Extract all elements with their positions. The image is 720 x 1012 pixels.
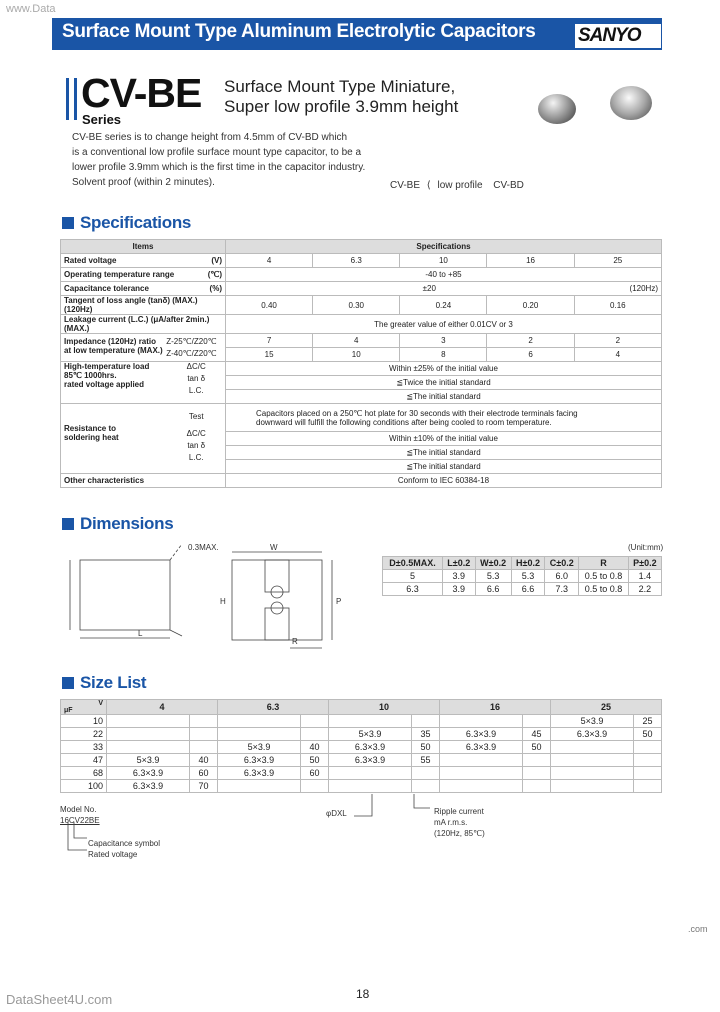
- tan-label: Tangent of loss angle (tanδ) (MAX.) (120Hz): [61, 296, 226, 315]
- section-marker-icon: [62, 518, 74, 530]
- size-voltage-header: 6.3: [218, 700, 329, 715]
- dim-header: H±0.2: [511, 557, 545, 570]
- table-row: [61, 334, 662, 348]
- table-cell: 6: [487, 348, 574, 362]
- table-cell: [190, 741, 218, 754]
- table-cell: 40: [301, 741, 329, 754]
- brand-logo: SANYO: [578, 25, 641, 46]
- series-comparison: [390, 180, 524, 191]
- ripple-legend: [434, 806, 485, 839]
- section-marker-icon: [62, 217, 74, 229]
- test-label: Test: [188, 412, 204, 421]
- table-cell: 16: [487, 254, 574, 268]
- series-code: CV-BE: [81, 70, 202, 116]
- table-cell: [551, 780, 634, 793]
- size-cap: 33: [61, 741, 107, 754]
- table-cell: [634, 741, 662, 754]
- spec-heading: Specifications: [80, 213, 192, 232]
- table-cell: [226, 404, 662, 432]
- table-cell: [301, 780, 329, 793]
- other-label: Other characteristics: [61, 474, 226, 488]
- dimension-drawing: [60, 538, 380, 658]
- table-cell: Within ±10% of the initial value: [226, 432, 662, 446]
- table-cell: 50: [301, 754, 329, 767]
- ripple-line: mA r.m.s.: [434, 818, 468, 827]
- dimensions-unit: (Unit:mm): [628, 543, 664, 552]
- table-cell: 0.5 to 0.8: [579, 583, 629, 596]
- table-cell: ≦Twice the initial standard: [226, 376, 662, 390]
- table-row: [61, 362, 662, 376]
- table-cell: 10: [313, 348, 400, 362]
- table-cell: 1.4: [628, 570, 661, 583]
- dimensions-table: [382, 556, 662, 596]
- dim-header: D±0.5MAX.: [383, 557, 443, 570]
- table-cell: 10: [400, 254, 487, 268]
- fig-label-h: H: [220, 597, 226, 606]
- table-cell: 5×3.9: [329, 728, 412, 741]
- imp-label-line: Impedance (120Hz) ratio: [64, 337, 157, 346]
- fig-label-p: P: [336, 597, 342, 606]
- fig-label-w: W: [270, 543, 278, 552]
- table-cell: 6.3×3.9: [440, 728, 523, 741]
- table-row: [61, 728, 662, 741]
- side-view-body: [80, 560, 170, 630]
- table-cell: 0.24: [400, 296, 487, 315]
- compare-mid: low profile: [437, 180, 483, 191]
- table-cell: 5×3.9: [107, 754, 190, 767]
- table-row: [61, 741, 662, 754]
- table-cell: 6.3×3.9: [440, 741, 523, 754]
- table-cell: 6.0: [545, 570, 579, 583]
- table-cell: 2: [487, 334, 574, 348]
- table-cell: 70: [190, 780, 218, 793]
- corner-v: V: [98, 700, 103, 707]
- table-cell: [190, 728, 218, 741]
- table-cell: 2.2: [628, 583, 661, 596]
- table-cell: 3: [400, 334, 487, 348]
- model-example: 16CV22BE: [60, 816, 100, 825]
- table-cell: 4: [574, 348, 661, 362]
- table-row: [61, 254, 662, 268]
- lc-short: L.C.: [188, 453, 204, 462]
- table-cell: 5×3.9: [218, 741, 301, 754]
- table-cell: 6.6: [511, 583, 545, 596]
- capacitor-photo-2: [610, 86, 652, 120]
- table-cell: 60: [301, 767, 329, 780]
- table-cell: 4: [313, 334, 400, 348]
- tan-short: tan δ: [187, 374, 206, 383]
- rated-voltage-label: Rated voltage (V): [61, 254, 226, 268]
- table-cell: ±20 (120Hz): [226, 282, 662, 296]
- table-cell: ≦The initial standard: [226, 446, 662, 460]
- imp-row1-label: Z-25℃/Z20℃: [166, 337, 217, 346]
- rsh-label: [61, 404, 226, 474]
- size-voltage-header: 25: [551, 700, 662, 715]
- table-cell: [634, 754, 662, 767]
- table-cell: ≦The initial standard: [226, 390, 662, 404]
- footer-watermark: DataSheet4U.com: [6, 992, 113, 1007]
- htl-label-line: High-temperature load: [64, 362, 150, 371]
- table-cell: 6.3×3.9: [218, 754, 301, 767]
- table-cell: 6.3×3.9: [107, 767, 190, 780]
- table-cell: [107, 715, 190, 728]
- size-heading: Size List: [80, 673, 147, 692]
- htl-label-line: rated voltage applied: [64, 380, 145, 389]
- table-cell: -40 to +85: [226, 268, 662, 282]
- table-cell: [301, 715, 329, 728]
- table-cell: 6.3×3.9: [551, 728, 634, 741]
- table-cell: 2: [574, 334, 661, 348]
- rsh-label-line: soldering heat: [64, 433, 119, 442]
- desc-line: lower profile 3.9mm which is the first time in the capacitor industry.: [72, 162, 366, 173]
- table-cell: 0.5 to 0.8: [579, 570, 629, 583]
- table-cell: [551, 741, 634, 754]
- terminal-top: [265, 560, 289, 592]
- table-cell: [190, 715, 218, 728]
- table-row: [61, 754, 662, 767]
- fig-label-l: L: [138, 629, 143, 638]
- size-cap: 47: [61, 754, 107, 767]
- series-subtitle: [224, 77, 458, 117]
- table-cell: ≦The initial standard: [226, 460, 662, 474]
- table-cell: [523, 754, 551, 767]
- compare-left: CV-BE: [390, 180, 421, 191]
- table-cell: [412, 767, 440, 780]
- series-description: [72, 130, 392, 190]
- table-cell: 7.3: [545, 583, 579, 596]
- table-cell: 6.3: [313, 254, 400, 268]
- table-cell: [440, 767, 523, 780]
- ripple-line: Ripple current: [434, 807, 484, 816]
- size-cap: 68: [61, 767, 107, 780]
- table-cell: 35: [412, 728, 440, 741]
- capacitor-photo-1: [538, 94, 576, 124]
- size-cap: 10: [61, 715, 107, 728]
- cap-symbol: Capacitance symbol: [88, 839, 161, 848]
- table-row: [383, 570, 662, 583]
- dc-label: ΔC/C: [186, 429, 206, 438]
- table-cell: [329, 767, 412, 780]
- table-cell: 60: [190, 767, 218, 780]
- table-cell: [107, 741, 190, 754]
- table-row: [61, 315, 662, 334]
- model-legend-lines: [60, 820, 100, 860]
- table-cell: 5×3.9: [551, 715, 634, 728]
- imp-row2-label: Z-40℃/Z20℃: [166, 349, 217, 358]
- dxl-legend: φDXL: [326, 809, 347, 818]
- desc-line: is a conventional low profile surface mount type capacitor, to be a: [72, 147, 362, 158]
- table-cell: 50: [634, 728, 662, 741]
- table-cell: [523, 715, 551, 728]
- corner-uf: μF: [64, 707, 73, 714]
- impedance-label: [61, 334, 226, 362]
- table-row: [61, 715, 662, 728]
- dc-label: ΔC/C: [186, 362, 206, 371]
- size-cap: 22: [61, 728, 107, 741]
- table-cell: Within ±25% of the initial value: [226, 362, 662, 376]
- test-text-line: Capacitors placed on a 250℃ hot plate for 30 seconds with their electrode terminals facing: [256, 408, 578, 418]
- dim-header: C±0.2: [545, 557, 579, 570]
- table-cell: Conform to IEC 60384-18: [226, 474, 662, 488]
- watermark-top: www.Data: [6, 3, 56, 15]
- table-cell: 3.9: [442, 570, 475, 583]
- bottom-view-body: [232, 560, 322, 640]
- table-cell: [107, 728, 190, 741]
- table-cell: 6.3×3.9: [107, 780, 190, 793]
- model-label: Model No.: [60, 805, 97, 814]
- page-number: 18: [356, 987, 370, 1001]
- table-cell: 5.3: [475, 570, 511, 583]
- table-row: [61, 404, 662, 432]
- dxl-legend-lines: [352, 790, 442, 820]
- table-cell: 55: [412, 754, 440, 767]
- table-cell: 6.3×3.9: [329, 741, 412, 754]
- table-cell: 40: [190, 754, 218, 767]
- size-voltage-header: 4: [107, 700, 218, 715]
- table-cell: [218, 715, 301, 728]
- spec-col-specs: Specifications: [226, 240, 662, 254]
- table-row: [61, 268, 662, 282]
- table-cell: 45: [523, 728, 551, 741]
- fig-label-r: R: [292, 637, 298, 646]
- desc-line: Solvent proof (within 2 minutes).: [72, 177, 215, 188]
- imp-label-line: at low temperature (MAX.): [64, 346, 163, 355]
- tan-short: tan δ: [187, 441, 206, 450]
- series-word: Series: [82, 112, 122, 127]
- dimensions-heading: Dimensions: [80, 514, 174, 533]
- table-cell: The greater value of either 0.01CV or 3: [226, 315, 662, 334]
- table-cell: 15: [226, 348, 313, 362]
- table-cell: 0.40: [226, 296, 313, 315]
- table-cell: 6.3×3.9: [218, 767, 301, 780]
- test-text-line: downward will fulfill the following conditions after being cooled to room temperature.: [256, 417, 552, 427]
- table-cell: [440, 715, 523, 728]
- subtitle-line-2: Super low profile 3.9mm height: [224, 97, 459, 116]
- table-cell: 50: [523, 741, 551, 754]
- spec-table: [60, 239, 662, 488]
- table-row: [61, 474, 662, 488]
- lc-short: L.C.: [188, 386, 204, 395]
- fig-label-max: 0.3MAX.: [188, 543, 219, 552]
- spec-col-items: Items: [61, 240, 226, 254]
- table-cell: 50: [412, 741, 440, 754]
- size-corner: [61, 700, 107, 715]
- table-cell: [412, 715, 440, 728]
- htl-label-line: 85℃ 1000hrs.: [64, 371, 117, 380]
- table-cell: 5: [383, 570, 443, 583]
- table-cell: [440, 780, 523, 793]
- size-voltage-header: 10: [329, 700, 440, 715]
- cap-tol-label: Capacitance tolerance (%): [61, 282, 226, 296]
- htl-label: [61, 362, 226, 404]
- dim-header: L±0.2: [442, 557, 475, 570]
- desc-line: CV-BE series is to change height from 4.5mm of CV-BD which: [72, 132, 348, 143]
- table-cell: 7: [226, 334, 313, 348]
- table-cell: 6.6: [475, 583, 511, 596]
- table-cell: [523, 767, 551, 780]
- dim-header: W±0.2: [475, 557, 511, 570]
- table-cell: [551, 754, 634, 767]
- series-bars-icon: [66, 78, 77, 120]
- table-cell: 0.30: [313, 296, 400, 315]
- table-cell: 8: [400, 348, 487, 362]
- table-cell: [523, 780, 551, 793]
- table-cell: [634, 780, 662, 793]
- section-marker-icon: [62, 677, 74, 689]
- rated-voltage-legend: Rated voltage: [88, 850, 138, 859]
- table-cell: [551, 767, 634, 780]
- table-cell: [329, 715, 412, 728]
- rsh-label-line: Resistance to: [64, 424, 117, 433]
- table-cell: [440, 754, 523, 767]
- size-cap: 100: [61, 780, 107, 793]
- dim-header: P±0.2: [628, 557, 661, 570]
- table-cell: [218, 728, 301, 741]
- table-cell: 25: [574, 254, 661, 268]
- ripple-line: (120Hz, 85℃): [434, 829, 485, 838]
- table-row: [61, 282, 662, 296]
- compare-arrow-icon: ⟨: [426, 180, 431, 191]
- dim-header: R: [579, 557, 629, 570]
- footer-com: .com: [688, 924, 708, 934]
- table-cell: 4: [226, 254, 313, 268]
- page-title: Surface Mount Type Aluminum Electrolytic Capacitors: [62, 21, 536, 42]
- table-cell: [301, 728, 329, 741]
- subtitle-line-1: Surface Mount Type Miniature,: [224, 77, 456, 96]
- compare-right: CV-BD: [493, 180, 524, 191]
- table-cell: 0.20: [487, 296, 574, 315]
- table-row: [383, 583, 662, 596]
- size-table: [60, 699, 662, 793]
- table-cell: 0.16: [574, 296, 661, 315]
- table-cell: 6.3: [383, 583, 443, 596]
- table-row: [61, 296, 662, 315]
- table-cell: 3.9: [442, 583, 475, 596]
- lc-label: Leakage current (L.C.) (μA/after 2min.) (MAX.): [61, 315, 226, 334]
- terminal-bottom: [265, 608, 289, 640]
- table-cell: 6.3×3.9: [329, 754, 412, 767]
- table-cell: 5.3: [511, 570, 545, 583]
- size-voltage-header: 16: [440, 700, 551, 715]
- table-row: [61, 767, 662, 780]
- table-cell: [218, 780, 301, 793]
- table-cell: [634, 767, 662, 780]
- op-temp-label: Operating temperature range (℃): [61, 268, 226, 282]
- table-cell: 25: [634, 715, 662, 728]
